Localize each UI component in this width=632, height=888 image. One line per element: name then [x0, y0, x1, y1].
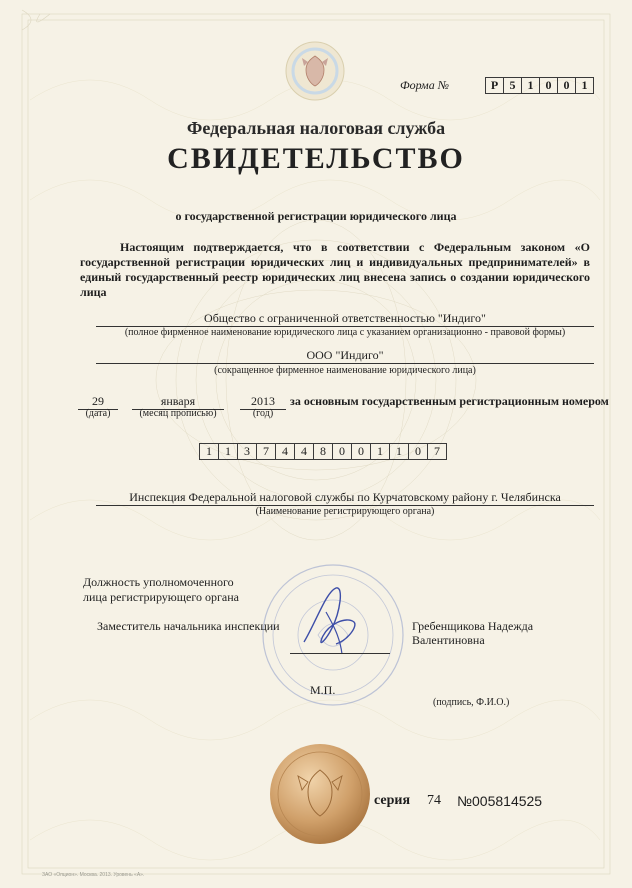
ogrn-digit: 1 [199, 443, 219, 460]
form-digit: 5 [503, 77, 522, 94]
agency-name: Федеральная налоговая служба [186, 118, 446, 138]
registration-year-hint: (год) [252, 408, 274, 419]
organization-short-name: ООО "Индиго" [96, 347, 594, 364]
gold-embossed-seal [268, 742, 372, 846]
certificate-body-text: Настоящим подтверждается, что в соответствии с Федеральным законом «О государственной регистрации юридических лиц и индивидуальных предпринимателей» в единый государственный реестр юридических лиц внесена запись о создании юридического лица [80, 240, 590, 299]
registration-day: 29 [78, 393, 118, 410]
coat-of-arms-emblem [284, 40, 346, 102]
signer-position: Заместитель начальника инспекции [97, 619, 280, 633]
ogrn-number-boxes [200, 443, 447, 460]
ogrn-digit: 3 [237, 443, 257, 460]
handwritten-signature [296, 582, 366, 662]
ogrn-digit: 0 [408, 443, 428, 460]
registration-month-hint: (месяц прописью) [139, 408, 217, 419]
registering-authority-name: Инспекция Федеральной налоговой службы по Курчатовскому району г. Челябинска [96, 489, 594, 506]
certificate-subtitle: о государственной регистрации юридического лица [175, 209, 457, 223]
ogrn-digit: 1 [370, 443, 390, 460]
organization-full-name: Общество с ограниченной ответственностью "Индиго" [96, 310, 594, 327]
series-value: 74 [427, 793, 441, 808]
signature-hint: (подпись, Ф.И.О.) [433, 697, 510, 708]
form-digit: 1 [575, 77, 594, 94]
ogrn-digit: 4 [294, 443, 314, 460]
signer-name-line2: Валентиновна [412, 633, 485, 647]
printer-footer: ЗАО «Опцион». Москва. 2013. Уровень «А». [42, 872, 145, 878]
ogrn-digit: 0 [351, 443, 371, 460]
form-digit: Р [485, 77, 504, 94]
form-digit: 0 [539, 77, 558, 94]
organization-short-name-hint: (сокращенное фирменное наименование юридического лица) [214, 365, 476, 376]
series-label: серия [374, 793, 411, 808]
registration-day-hint: (дата) [85, 408, 111, 419]
form-label: Форма № [400, 78, 450, 92]
position-label-line1: Должность уполномоченного [83, 575, 234, 589]
seal-place-mark: М.П. [310, 683, 336, 697]
form-digit: 1 [521, 77, 540, 94]
signature-line [290, 653, 390, 654]
ogrn-digit: 1 [218, 443, 238, 460]
ogrn-digit: 8 [313, 443, 333, 460]
ogrn-digit: 7 [256, 443, 276, 460]
certificate-title: СВИДЕТЕЛЬСТВО [167, 142, 465, 175]
form-digit: 0 [557, 77, 576, 94]
ogrn-digit: 1 [389, 443, 409, 460]
signer-name-line1: Гребенщикова Надежда [412, 619, 534, 633]
ogrn-digit: 0 [332, 443, 352, 460]
position-label-line2: лица регистрирующего органа [83, 590, 239, 604]
ogrn-digit: 4 [275, 443, 295, 460]
registration-month: января [132, 393, 224, 410]
registering-authority-hint: (Наименование регистрирующего органа) [255, 506, 435, 517]
organization-full-name-hint: (полное фирменное наименование юридического лица с указанием организационно - правовой формы) [124, 327, 566, 338]
form-number-boxes [486, 77, 594, 94]
position-label [83, 575, 239, 605]
ogrn-label: за основным государственным регистрационным номером [290, 394, 609, 408]
registration-year: 2013 [240, 393, 286, 410]
certificate-number: №005814525 [457, 793, 543, 809]
ogrn-digit: 7 [427, 443, 447, 460]
